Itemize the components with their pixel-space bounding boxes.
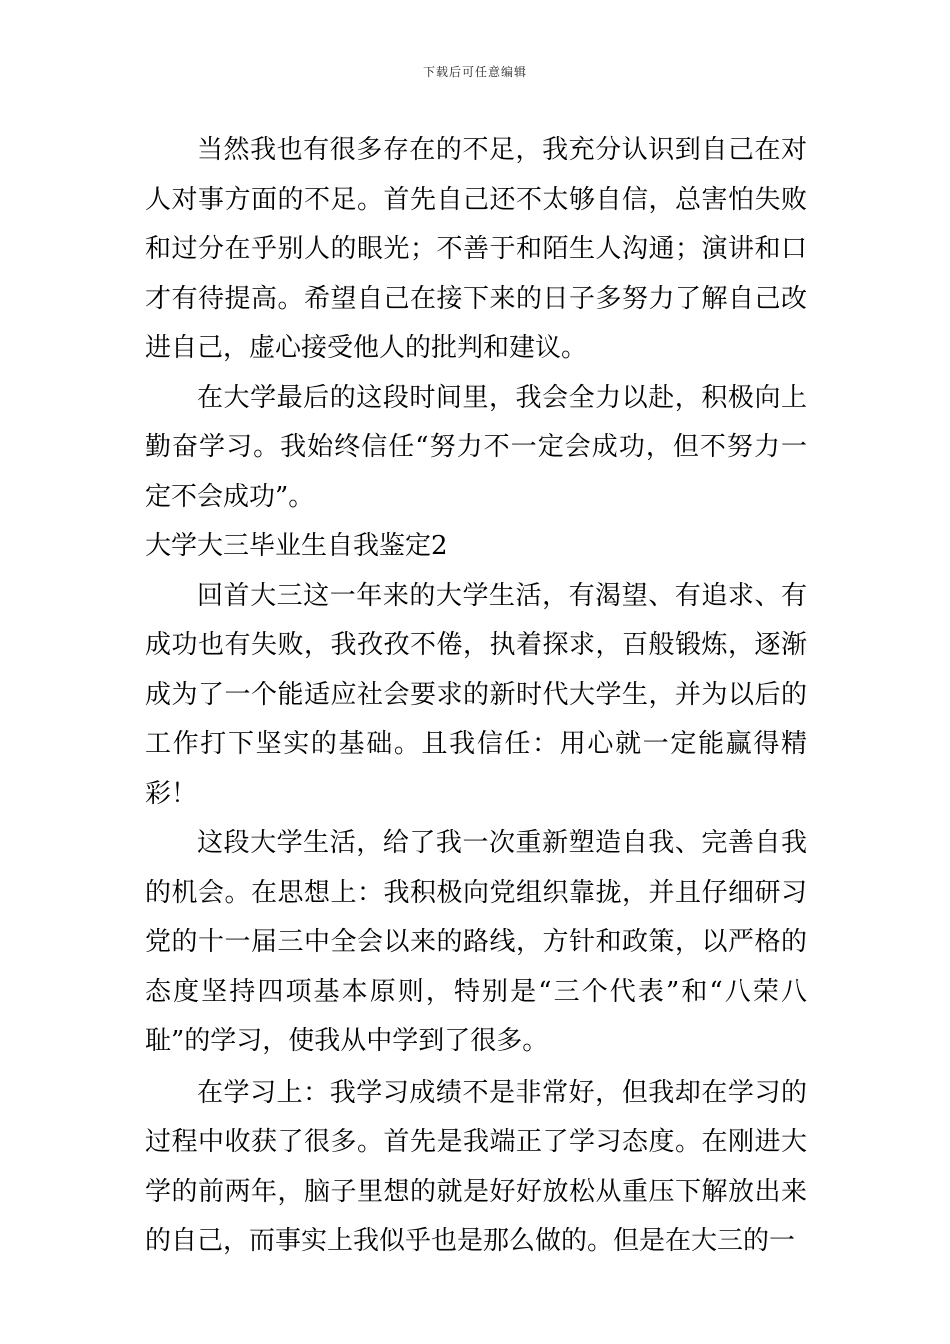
paragraph-review-junior-year: 回首大三这一年来的大学生活，有渴望、有追求、有成功也有失败，我孜孜不倦，执着探求，百般锻炼，逐渐成为了一个能适应社会要求的新时代大学生，并为以后的工作打下坚实的基础。且我信任：用心就一定能赢得精彩！	[145, 580, 807, 809]
document-body	[145, 126, 807, 1267]
section-heading: 大学大三毕业生自我鉴定2	[145, 531, 448, 561]
paragraph-final-year-resolve: 在大学最后的这段时间里，我会全力以赴，积极向上勤奋学习。我始终信任“努力不一定会成功，但不努力一定不会成功”。	[145, 382, 807, 512]
paragraph-ideology: 这段大学生活，给了我一次重新塑造自我、完善自我的机会。在思想上：我积极向党组织靠拢，并且仔细研习党的十一届三中全会以来的路线，方针和政策，以严格的态度坚持四项基本原则，特别是“三个代表”和“八荣八耻”的学习，使我从中学到了很多。	[145, 828, 807, 1056]
page-header: 下载后可任意编辑	[422, 65, 527, 79]
paragraph-study: 在学习上：我学习成绩不是非常好，但我却在学习的过程中收获了很多。首先是我端正了学习态度。在刚进大学的前两年，脑子里想的就是好好放松从重压下解放出来的自己，而事实上我似乎也是那么做的。但是在大三的一	[145, 1077, 807, 1256]
paragraph-shortcomings: 当然我也有很多存在的不足，我充分认识到自己在对人对事方面的不足。首先自己还不太够自信，总害怕失败和过分在乎别人的眼光；不善于和陌生人沟通；演讲和口才有待提高。希望自己在接下来的日子多努力了解自己改进自己，虚心接受他人的批判和建议。	[145, 135, 807, 363]
